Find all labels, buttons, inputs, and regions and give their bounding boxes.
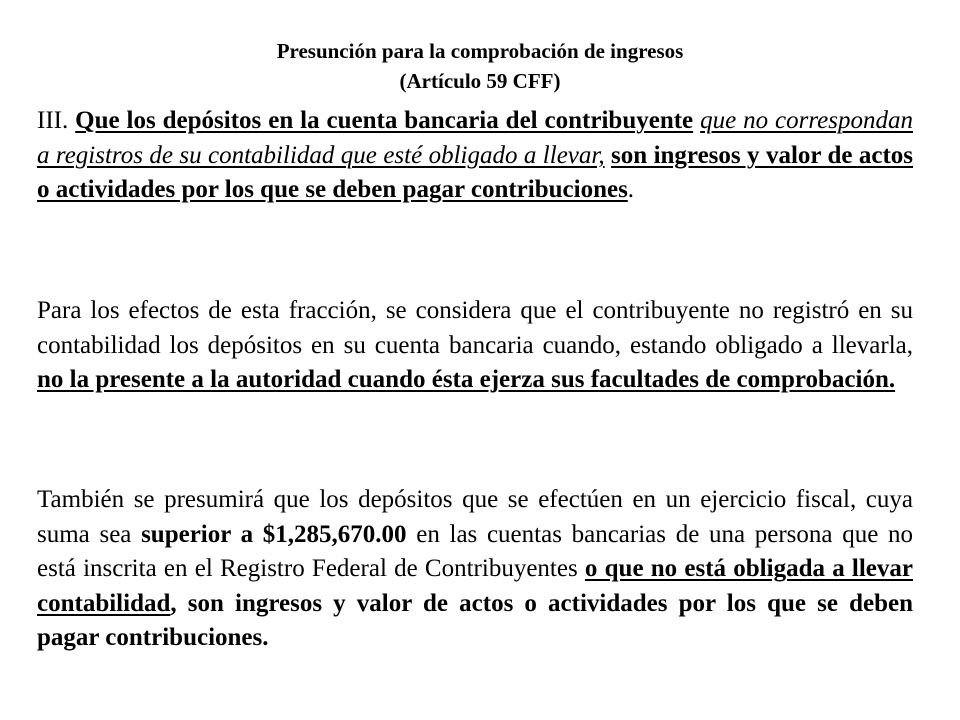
paragraph-fraction-iii xyxy=(37,104,913,208)
plain-text: en las cuentas bancarias de una persona que no está inscrita en el Registro Federal de Contribuyentes xyxy=(37,520,913,582)
paragraph-effects xyxy=(37,294,913,398)
slide-title xyxy=(0,36,960,96)
emphasis-text: Que los depósitos en la cuenta bancaria del contribuyente xyxy=(75,107,694,134)
period-text: . xyxy=(627,176,635,203)
plain-text: También se presumirá que los depósitos que se efectúen en un ejercicio fiscal, cuya suma sea xyxy=(37,486,913,548)
subtitle-line: (Artículo 59 CFF) xyxy=(399,69,561,93)
amount-text: superior a $1,285,670.00 xyxy=(141,520,407,548)
italic-emphasis-text: que no correspondan a registros de su contabilidad que esté obligado a llevar, xyxy=(37,107,914,169)
emphasis-text: son ingresos y valor de actos o actividades por los que se deben pagar contribuciones xyxy=(37,141,914,203)
emphasis-text: o que no está obligada a llevar contabilidad xyxy=(37,555,914,617)
paragraph-presumption xyxy=(37,483,913,656)
bold-text: , son ingresos y valor de actos o actividades por los que se deben pagar contribuciones. xyxy=(37,589,913,651)
fraction-number: III. xyxy=(37,107,76,134)
emphasis-text: no la presente a la autoridad cuando ésta ejerza sus facultades de comprobación. xyxy=(37,366,896,393)
plain-text: Para los efectos de esta fracción, se considera que el contribuyente no registró en su contabilidad los depósitos en su cuenta bancaria cuando, estando obligado a llevarla, xyxy=(37,297,913,359)
title-line: Presunción para la comprobación de ingresos xyxy=(276,39,684,63)
